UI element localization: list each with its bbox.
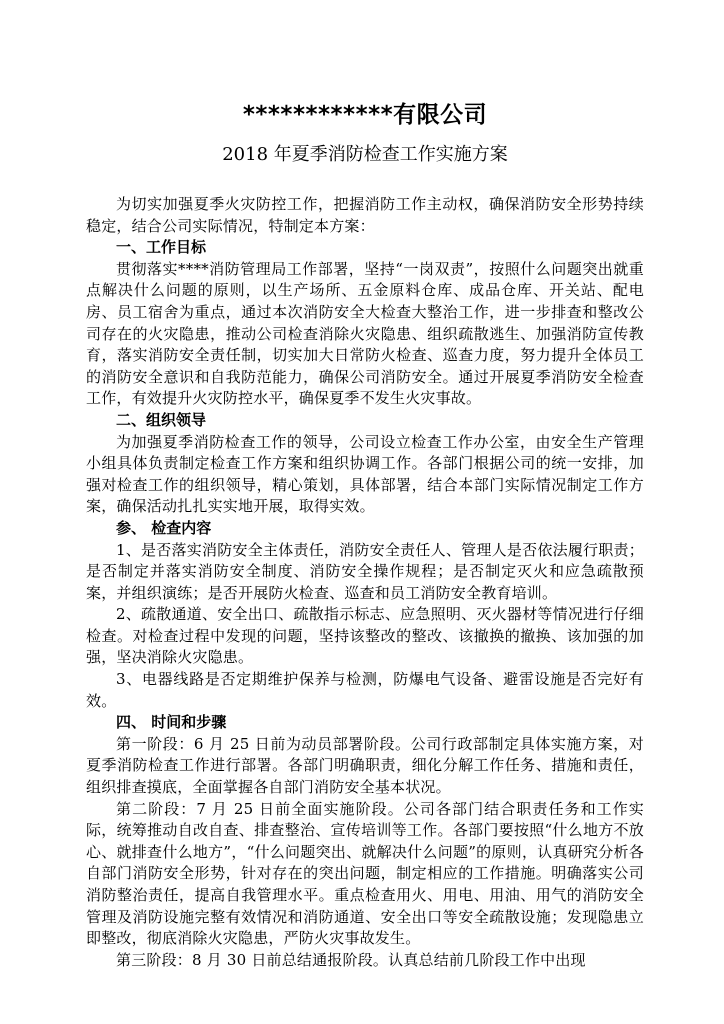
section-paragraph: 为加强夏季消防检查工作的领导，公司设立检查工作办公室，由安全生产管理小组具体负责制定检查工作方案和组织协调工作。各部门根据公司的统一安排，加强对检查工作的组织领导，精心策划，具体部署，结合本部门实际情况制定工作方案，确保活动扎扎实实地开展，取得实效。 [86,432,644,516]
section-timeline [86,712,644,971]
intro-paragraph: 为切实加强夏季火灾防控工作，把握消防工作主动权，确保消防安全形势持续稳定，结合公司实际情况，特制定本方案： [86,195,644,235]
section-heading: 二、组织领导 [116,410,207,429]
section-goals [86,237,644,410]
document-subtitle: 2018 年夏季消防检查工作实施方案 [222,144,508,165]
section-paragraph: 第三阶段：8 月 30 日前总结通报阶段。认真总结前几阶段工作中出现 [116,950,586,969]
section-paragraph: 贯彻落实****消防管理局工作部署，坚持“一岗双责”，按照什么问题突出就重点解决什么问题的原则，以生产场所、五金原料仓库、成品仓库、开关站、配电房、员工宿舍为重点，通过本次消防安全大检查大整治工作，进一步排查和整改公司存在的火灾隐患，推动公司检查消除火灾隐患、组织疏散逃生、加强消防宣传教育，落实消防安全责任制，切实加大日常防火检查、巡查力度，努力提升全体员工的消防安全意识和自我防范能力，确保公司消防安全。通过开展夏季消防安全检查工作，有效提升火灾防控水平，确保夏季不发生火灾事故。 [86,259,644,408]
section-paragraph: 1、是否落实消防安全主体责任，消防安全责任人、管理人是否依法履行职责；是否制定并落实消防安全制度、消防安全操作规程；是否制定灭火和应急疏散预案，并组织演练；是否开展防火检查、巡查和员工消防安全教育培训。 [86,540,644,602]
section-inspection-content [86,518,644,712]
section-heading: 四、 时间和步骤 [116,713,227,732]
document-body [86,194,644,971]
section-paragraph: 第二阶段：7 月 25 日前全面实施阶段。公司各部门结合职责任务和工作实际，统筹推动自改自查、排查整治、宣传培训等工作。各部门要按照“什么地方不放心、就排查什么地方”，“什么问题突出、就解决什么问题”的原则，认真研究分析各自部门消防安全形势，针对存在的突出问题，制定相应的工作措施。明确落实公司消防整治责任，提高自我管理水平。重点检查用火、用电、用油、用气的消防安全管理及消防设施完整有效情况和消防通道、安全出口等安全疏散设施；发现隐患立即整改，彻底消除火灾隐患，严防火灾事故发生。 [86,799,644,948]
section-paragraph: 3、电器线路是否定期维护保养与检测，防爆电气设备、避雷设施是否完好有效。 [86,670,644,710]
section-paragraph: 第一阶段：6 月 25 日前为动员部署阶段。公司行政部制定具体实施方案，对夏季消防检查工作进行部署。各部门明确职责，细化分解工作任务、措施和责任，组织排查摸底，全面掌握各自部门消防安全基本状况。 [86,734,644,797]
company-title: ************有限公司 [242,102,488,128]
section-heading: 一、工作目标 [116,238,207,257]
section-heading: 参、 检查内容 [116,518,212,537]
section-paragraph: 2、疏散通道、安全出口、疏散指示标志、应急照明、灭火器材等情况进行仔细检查。对检查过程中发现的问题，坚持该整改的整改、该撤换的撤换、该加强的加强，坚决消除火灾隐患。 [86,605,644,667]
section-organization [86,410,644,518]
